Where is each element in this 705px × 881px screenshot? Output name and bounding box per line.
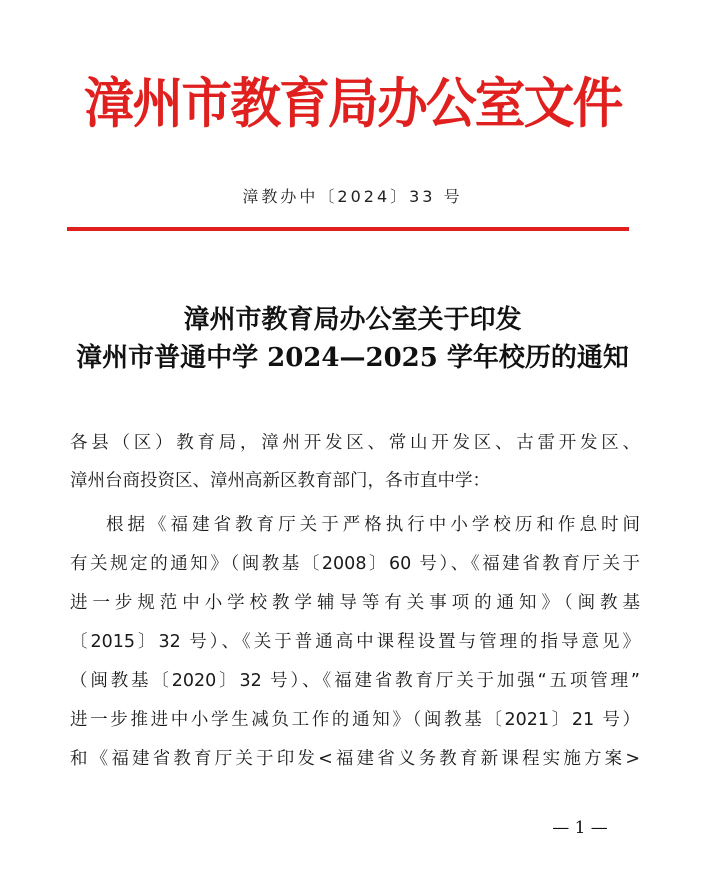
body-line-paragraph-5: （闽教基〔2020〕32 号）、《福建省教育厅关于加强“五项管理” <box>70 671 640 691</box>
body-line-paragraph-7: 和《福建省教育厅关于印发<福建省义务教育新课程实施方案> <box>70 749 640 769</box>
body-line-recipients-2: 漳州台商投资区、漳州高新区教育部门，各市直中学： <box>70 471 490 491</box>
body-line-paragraph-2: 有关规定的通知》（闽教基〔2008〕60 号）、《福建省教育厅关于 <box>70 554 640 574</box>
page-number: — 1 — <box>552 818 608 838</box>
body-line-paragraph-3: 进一步规范中小学校教学辅导等有关事项的通知》（闽教基 <box>70 593 640 613</box>
red-separator-rule <box>67 227 629 231</box>
masthead-title: 漳州市教育局办公室文件 <box>83 71 622 135</box>
notice-title-line-1: 漳州市教育局办公室关于印发 <box>183 305 522 335</box>
body-line-paragraph-1: 根据《福建省教育厅关于严格执行中小学校历和作息时间 <box>106 515 640 535</box>
body-line-recipients-1: 各县（区）教育局，漳州开发区、常山开发区、古雷开发区、 <box>70 433 640 453</box>
notice-title-line-2: 漳州市普通中学 2024—2025 学年校历的通知 <box>76 343 629 373</box>
body-line-paragraph-6: 进一步推进中小学生减负工作的通知》（闽教基〔2021〕21 号） <box>70 710 640 730</box>
document-number: 漳教办中〔2024〕33 号 <box>242 187 463 206</box>
body-line-paragraph-4: 〔2015〕32 号）、《关于普通高中课程设置与管理的指导意见》 <box>70 632 640 652</box>
